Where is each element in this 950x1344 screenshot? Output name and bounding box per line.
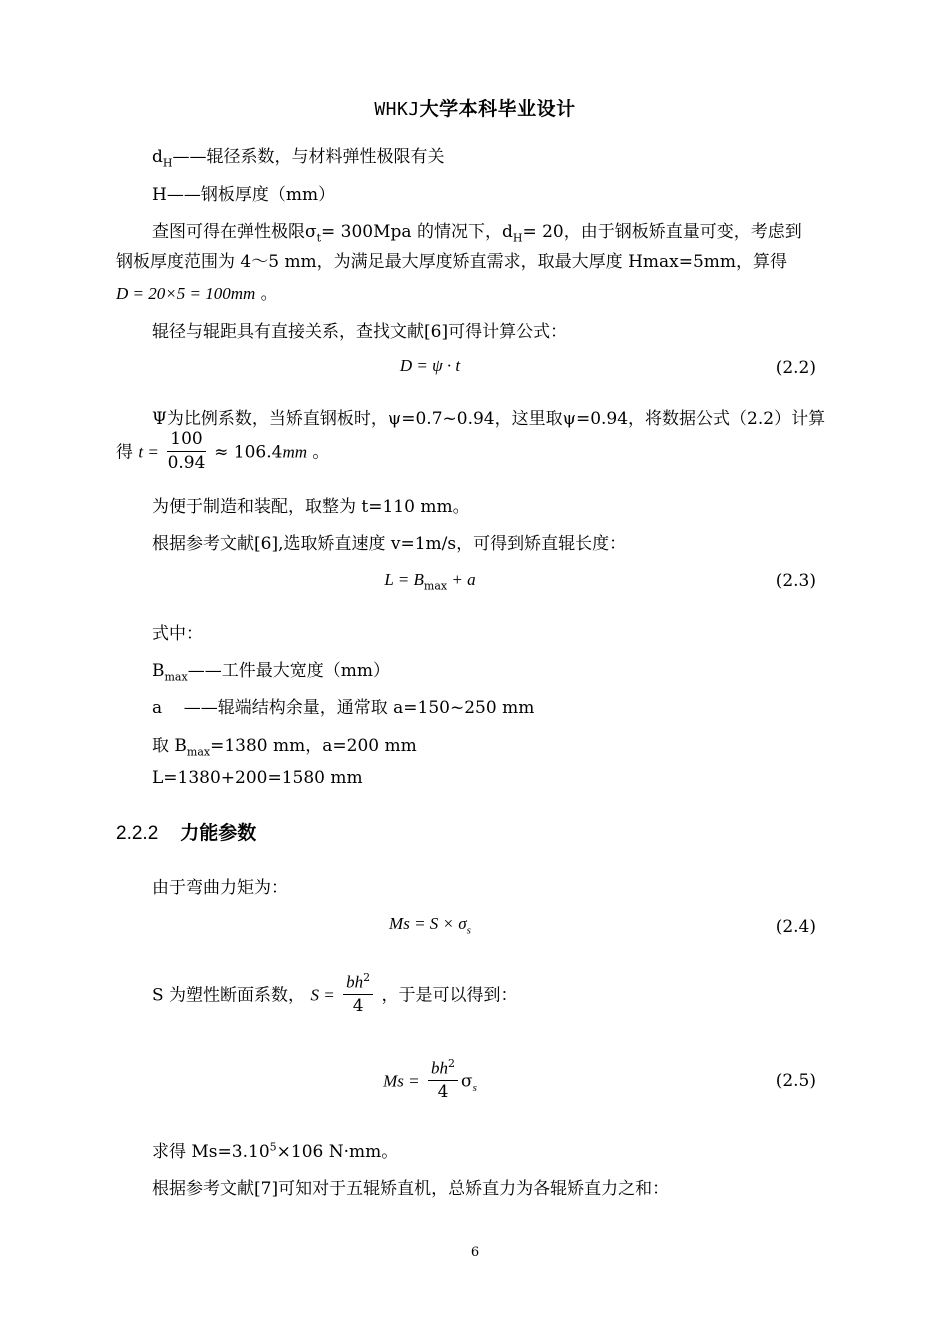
fraction-bh2-over-4-eq: $\frac{bh^2}{4}$ (428, 1058, 458, 1102)
section-number: 2.2.2 (116, 823, 159, 844)
equation-2-2-number: (2.2) (775, 358, 816, 378)
fraction-bh2-over-4: $\frac{bh^2}{4}$ (343, 972, 373, 1016)
paragraph-1-line-1: 查图可得在弹性极限$\sigma_t= 300Mpa$ 的情况下，$d_H= 20$，由于钢板矫直量可变，考虑到 (152, 222, 802, 245)
page-number: 6 (470, 1245, 480, 1260)
paragraph-3-line-1: Ψ为比例系数，当矫直钢板时，ψ=0.7~0.94，这里取ψ=0.94，将数据公式（2.2）计算 (152, 409, 826, 429)
equation-2-4: $Ms = S \times \sigma_s$ (389, 914, 471, 937)
equation-2-2: D = ψ · t (399, 356, 461, 375)
a-definition: a ——辊端结构余量，通常取 a=150~250 mm (152, 698, 535, 718)
paragraph-2: 辊径与辊距具有直接关系，查找文献[6]可得计算公式： (152, 322, 568, 342)
paragraph-5: 根据参考文献[6],选取矫直速度 v=1m/s，可得到矫直辊长度： (152, 534, 627, 554)
equation-2-3: $L = B_{max} + a$ (384, 570, 476, 593)
paragraph-3-line-2: 得 t = $\frac{100}{0.94}$ ≈ 106.4mm 。 (116, 429, 330, 473)
section-heading (116, 818, 256, 845)
equation-2-5-number: (2.5) (775, 1071, 816, 1091)
paragraph-7: 由于弯曲力矩为： (152, 878, 288, 898)
dh-definition: $d_H——$辊径系数，与材料弹性极限有关 (152, 147, 445, 170)
equation-2-5: Ms = $\frac{bh^2}{4}$ $\sigma_s$ (383, 1057, 477, 1103)
paragraph-1-line-3: D = 20×5 = 100mm 。 (116, 284, 278, 304)
paragraph-10: 根据参考文献[7]可知对于五辊矫直机，总矫直力为各辊矫直力之和： (152, 1179, 670, 1199)
h-definition: H——钢板厚度（mm） (152, 185, 336, 205)
section-title: 力能参数 (180, 822, 257, 844)
paragraph-6: 式中： (152, 624, 203, 644)
equation-2-3-number: (2.3) (775, 571, 816, 591)
bmax-definition: $B_{max}——$工件最大宽度（mm） (152, 661, 390, 684)
equation-2-4-number: (2.4) (775, 917, 816, 937)
paragraph-4: 为便于制造和装配，取整为 t=110 mm。 (152, 497, 470, 517)
paragraph-8: S 为塑性断面系数， S = $\frac{bh^2}{4}$ ，于是可以得到： (152, 971, 518, 1017)
paragraph-9: 求得 $Ms=3.10^5\times 106$ N·mm。 (152, 1140, 399, 1162)
paragraph-1-line-2: 钢板厚度范围为 4～5 mm，为满足最大厚度矫直需求，取最大厚度 Hmax=5mm，算得 (116, 252, 788, 272)
l-calculation: L=1380+200=1580 mm (152, 768, 363, 788)
fraction-100-over-094: $\frac{100}{0.94}$ (167, 429, 206, 473)
header-title: 大学本科毕业设计 (419, 98, 576, 120)
header-latin: WHKJ (374, 99, 420, 120)
page-header (0, 94, 950, 121)
values-taken: 取 $B_{max}=1380$ mm，a=200 mm (152, 736, 417, 759)
